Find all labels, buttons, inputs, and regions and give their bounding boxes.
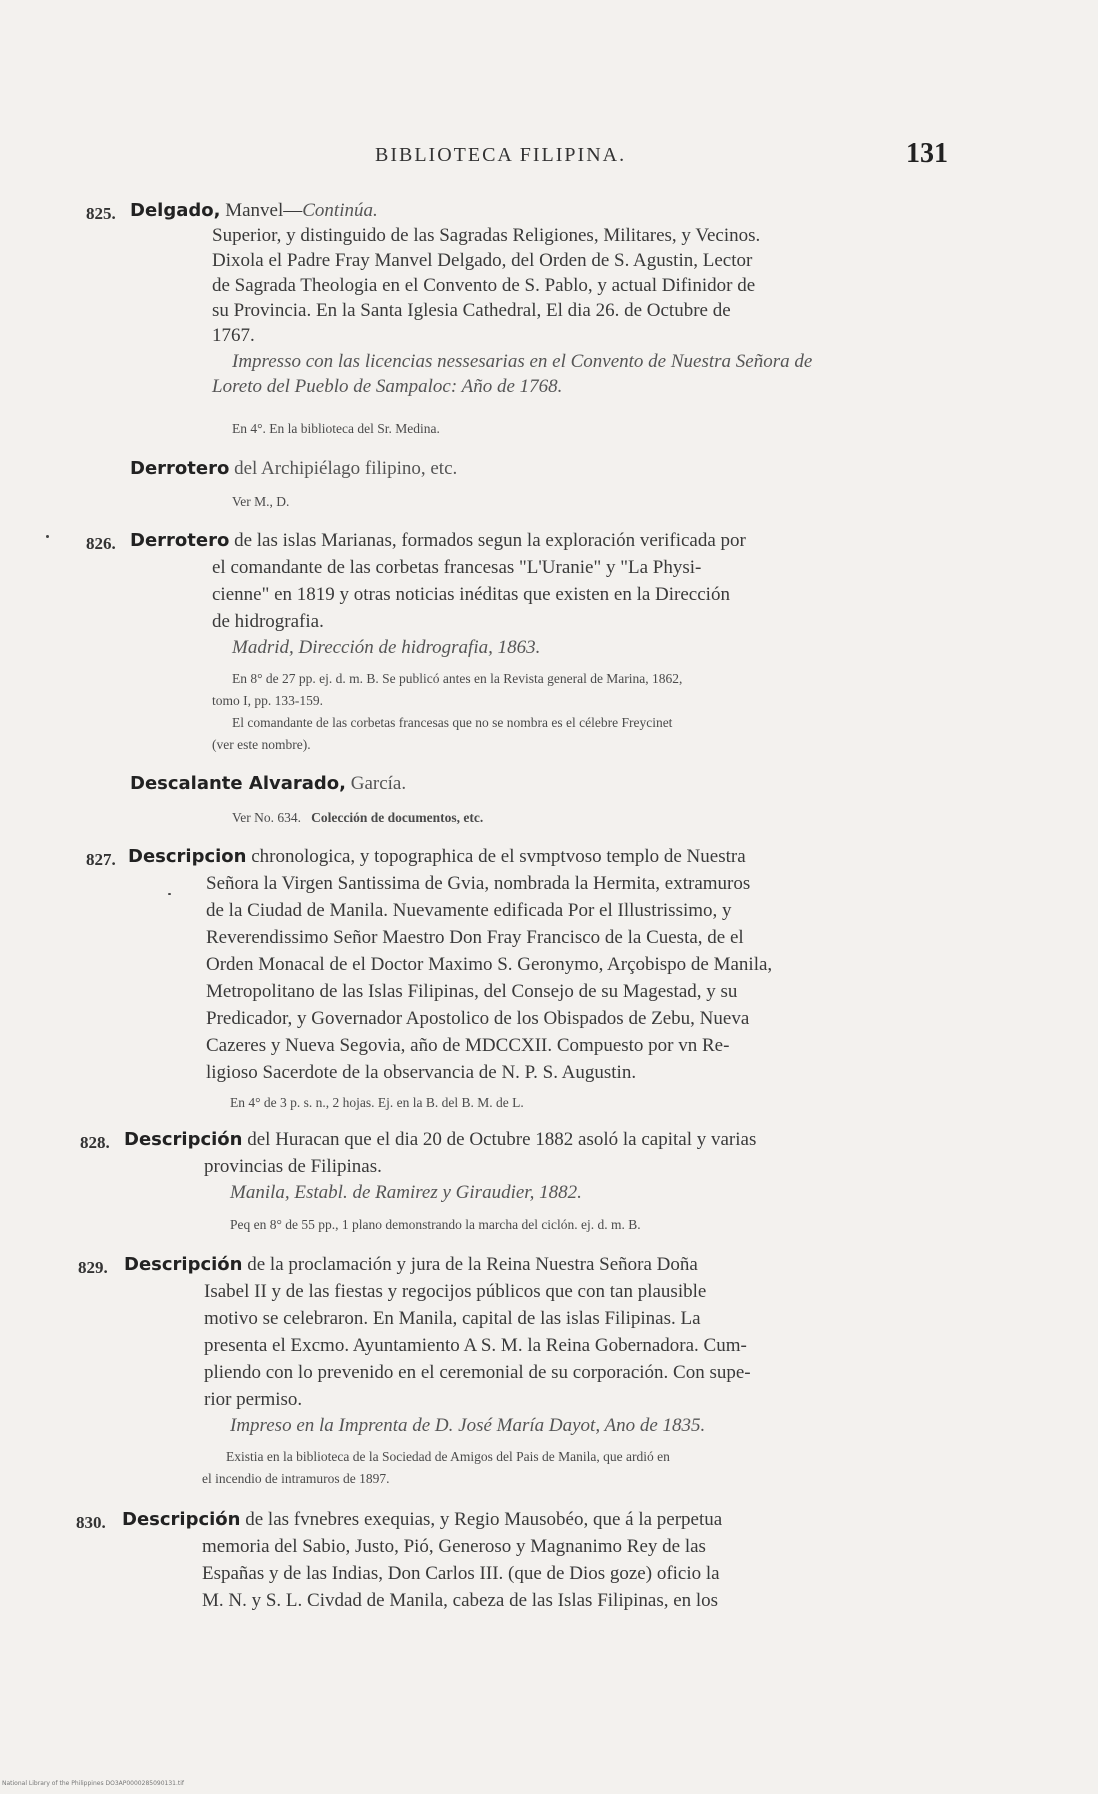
bibliographic-note: En 8° de 27 pp. ej. d. m. B. Se publicó antes en la Revista general de Marina, 1862, bbox=[232, 671, 683, 686]
bibliographic-note: En 4° de 3 p. s. n., 2 hojas. Ej. en la B. del B. M. de L. bbox=[230, 1095, 524, 1110]
entry-number: 826. bbox=[86, 534, 116, 553]
entry-text-line: Metropolitano de las Islas Filipinas, del Consejo de su Magestad, y su bbox=[206, 981, 738, 1002]
entry-heading bbox=[122, 1508, 722, 1532]
entry-number: 828. bbox=[80, 1133, 110, 1152]
margin-speck bbox=[46, 535, 49, 538]
entry-text-line: pliendo con lo prevenido en el ceremonial de su corporación. Con supe- bbox=[204, 1362, 751, 1383]
heading-continuation: Continúa. bbox=[302, 200, 378, 221]
entry-text-line: Señora la Virgen Santissima de Gvia, nombrada la Hermita, extramuros bbox=[206, 873, 751, 894]
entry-number: 827. bbox=[86, 850, 116, 869]
heading-rest: del Huracan que el dia 20 de Octubre 1882 asoló la capital y varias bbox=[242, 1129, 757, 1150]
headword: Descripción bbox=[122, 1509, 241, 1530]
entry-text-line: Españas y de las Indias, Don Carlos III. (que de Dios goze) oficio la bbox=[202, 1563, 720, 1584]
entry-text-line: Predicador, y Governador Apostolico de los Obispados de Zebu, Nueva bbox=[206, 1008, 750, 1029]
entry-text-line: memoria del Sabio, Justo, Pió, Generoso y Magnanimo Rey de las bbox=[202, 1536, 706, 1557]
entry-text-line: de Sagrada Theologia en el Convento de S. Pablo, y actual Difinidor de bbox=[212, 275, 756, 296]
entry-text-line: presenta el Excmo. Ayuntamiento A S. M. la Reina Gobernadora. Cum- bbox=[204, 1335, 747, 1356]
entry-text-line: ligioso Sacerdote de la observancia de N. P. S. Augustin. bbox=[206, 1062, 637, 1083]
cross-reference-note bbox=[232, 809, 483, 827]
entry-heading bbox=[128, 845, 746, 869]
entry-text-line: Orden Monacal de el Doctor Maximo S. Geronymo, Arçobispo de Manila, bbox=[206, 954, 773, 975]
heading-rest: de las fvnebres exequias, y Regio Mausobéo, que á la perpetua bbox=[240, 1509, 723, 1530]
entry-text-line: su Provincia. En la Santa Iglesia Cathedral, El dia 26. de Octubre de bbox=[212, 300, 731, 321]
entry-heading bbox=[130, 529, 746, 553]
scan-stamp: National Library of the Philippines DO3AP0000285090131.tif bbox=[2, 1780, 185, 1787]
headword: Descripción bbox=[124, 1254, 243, 1275]
bibliographic-note: el incendio de intramuros de 1897. bbox=[202, 1471, 390, 1486]
imprint-line: Madrid, Dirección de hidrografia, 1863. bbox=[232, 637, 541, 658]
imprint-line: Loreto del Pueblo de Sampaloc: Año de 1768. bbox=[212, 376, 563, 397]
entry-number: 830. bbox=[76, 1513, 106, 1532]
headword: Delgado, bbox=[130, 200, 221, 221]
bibliographic-note: Existia en la biblioteca de la Sociedad de Amigos del Pais de Manila, que ardió en bbox=[226, 1449, 670, 1464]
heading-rest: Manvel— bbox=[220, 200, 303, 221]
entry-text-line: de hidrografia. bbox=[212, 611, 324, 632]
entry-text-line: el comandante de las corbetas francesas "L'Uranie" y "La Physi- bbox=[212, 557, 702, 578]
entry-text-line: rior permiso. bbox=[204, 1389, 303, 1410]
bibliographic-note: tomo I, pp. 133-159. bbox=[212, 693, 323, 708]
headword: Descalante Alvarado, bbox=[130, 773, 346, 794]
entry-text-line: de la Ciudad de Manila. Nuevamente edificada Por el Illustrissimo, y bbox=[206, 900, 732, 921]
headword: Derrotero bbox=[130, 458, 230, 479]
headword: Descripción bbox=[124, 1129, 243, 1150]
page-number: 131 bbox=[906, 138, 948, 169]
bibliographic-note: (ver este nombre). bbox=[212, 737, 311, 752]
entry-heading bbox=[124, 1253, 698, 1277]
entry-number: 825. bbox=[86, 204, 116, 223]
entry-text-line: 1767. bbox=[212, 325, 255, 346]
entry-text-line: Isabel II y de las fiestas y regocijos públicos que con tan plausible bbox=[204, 1281, 707, 1302]
entry-text-line: Cazeres y Nueva Segovia, año de MDCCXII. Compuesto por vn Re- bbox=[206, 1035, 730, 1056]
entry-text-line: Reverendissimo Señor Maestro Don Fray Francisco de la Cuesta, de el bbox=[206, 927, 744, 948]
entry-heading bbox=[130, 458, 457, 480]
imprint-line: Impreso en la Imprenta de D. José María Dayot, Ano de 1835. bbox=[230, 1415, 706, 1436]
headword: Derrotero bbox=[130, 530, 230, 551]
margin-speck bbox=[168, 893, 171, 895]
entry-text-line: cienne" en 1819 y otras noticias inéditas que existen en la Dirección bbox=[212, 584, 730, 605]
entry-text-line: motivo se celebraron. En Manila, capital de las islas Filipinas. La bbox=[204, 1308, 701, 1329]
heading-rest: de las islas Marianas, formados segun la exploración verificada por bbox=[229, 530, 746, 551]
imprint-line: Impresso con las licencias nessesarias en el Convento de Nuestra Señora de bbox=[232, 351, 813, 372]
note-title: Colección de documentos, etc. bbox=[311, 810, 484, 825]
entry-text-line: M. N. y S. L. Civdad de Manila, cabeza de las Islas Filipinas, en los bbox=[202, 1590, 719, 1611]
entry-heading bbox=[130, 773, 406, 795]
entry-text-line: Dixola el Padre Fray Manvel Delgado, del Orden de S. Agustin, Lector bbox=[212, 250, 753, 271]
entry-text-line: provincias de Filipinas. bbox=[204, 1156, 382, 1177]
heading-rest: del Archipiélago filipino, etc. bbox=[229, 458, 458, 479]
entry-heading bbox=[124, 1128, 756, 1152]
heading-rest: chronologica, y topographica de el svmptvoso templo de Nuestra bbox=[246, 846, 746, 867]
headword: Descripcion bbox=[128, 846, 247, 867]
running-title: BIBLIOTECA FILIPINA. bbox=[375, 144, 627, 166]
bibliographic-note: En 4°. En la biblioteca del Sr. Medina. bbox=[232, 421, 440, 436]
entry-text-line: Superior, y distinguido de las Sagradas Religiones, Militares, y Vecinos. bbox=[212, 225, 761, 246]
cross-reference-note: Ver M., D. bbox=[232, 494, 290, 509]
heading-rest: de la proclamación y jura de la Reina Nuestra Señora Doña bbox=[242, 1254, 698, 1275]
imprint-line: Manila, Establ. de Ramirez y Giraudier, 1882. bbox=[230, 1182, 582, 1203]
bibliographic-note: Peq en 8° de 55 pp., 1 plano demonstrando la marcha del ciclón. ej. d. m. B. bbox=[230, 1217, 641, 1232]
note-reference: Ver No. 634. bbox=[232, 810, 301, 825]
entry-number: 829. bbox=[78, 1258, 108, 1277]
entry-heading bbox=[130, 199, 378, 223]
bibliographic-note: El comandante de las corbetas francesas que no se nombra es el célebre Freycinet bbox=[232, 715, 673, 730]
heading-rest: García. bbox=[345, 773, 407, 794]
